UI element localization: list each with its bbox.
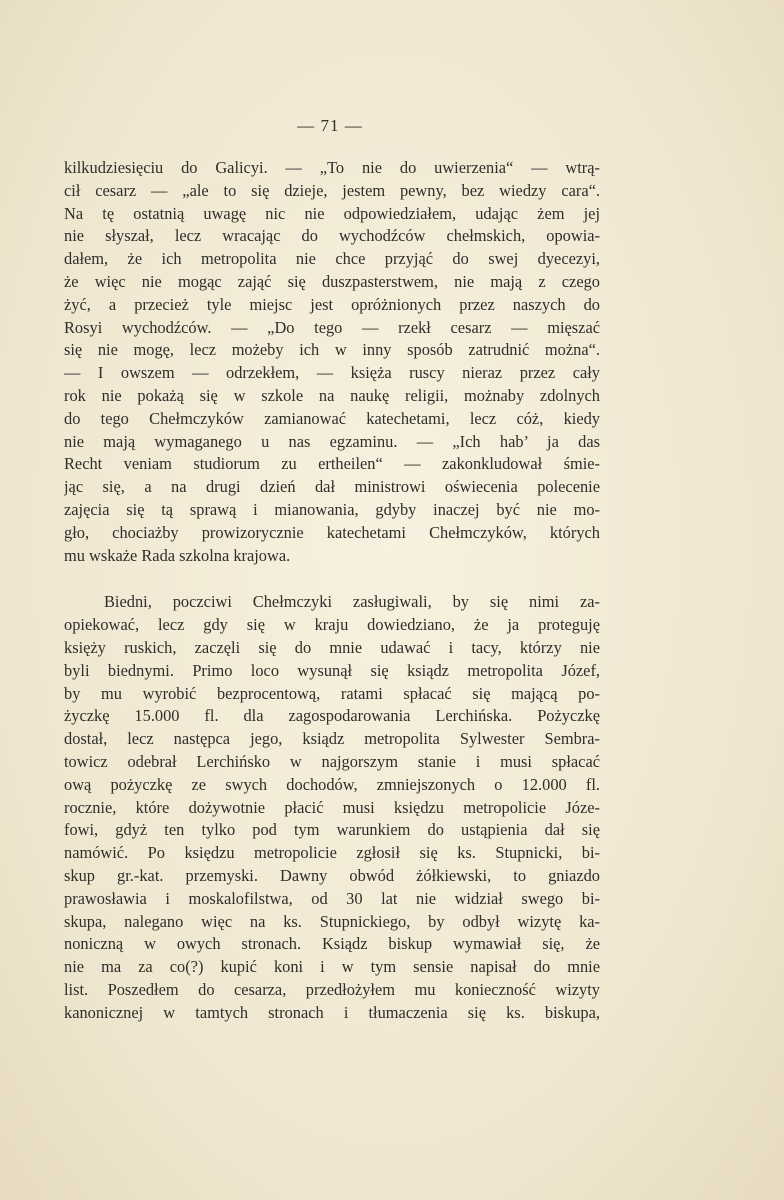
text-line: rocznie, które dożywotnie płacić musi księdzu metropolicie Józe- (64, 797, 600, 817)
text-line: noniczną w owych stronach. Ksiądz biskup wymawiał się, że (64, 934, 600, 954)
text-line: Na tę ostatnią uwagę nic nie odpowiedziałem, udając żem jej (64, 203, 600, 223)
text-line: fowi, gdyż ten tylko pod tym warunkiem do ustąpienia dał się (64, 820, 600, 840)
text-line: rok nie pokażą się w szkole na naukę religii, możnaby zdolnych (64, 385, 600, 405)
text-line: gło, chociażby prowizorycznie katechetami Chełmczyków, których (64, 522, 600, 542)
text-line: opiekować, lecz gdy się w kraju dowiedziano, że ja proteguję (64, 615, 600, 635)
text-line: list. Poszedłem do cesarza, przedłożyłem mu konieczność wizyty (64, 979, 600, 999)
text-line: żyć, a przecież tyle miejsc jest opróżnionych przez naszych do (64, 294, 600, 314)
text-line: prawosławia i moskalofilstwa, od 30 lat nie widział swego bi- (64, 888, 600, 908)
text-line: życzkę 15.000 fl. dla zagospodarowania Lerchińska. Pożyczkę (64, 706, 600, 726)
text-line: skupa, nalegano więc na ks. Stupnickiego, by odbył wizytę ka- (64, 911, 600, 931)
paragraph-1 (64, 157, 600, 567)
text-line: mu wskaże Rada szkolna krajowa. (64, 545, 291, 565)
text-line: do tego Chełmczyków zamianować katechetami, lecz cóż, kiedy (64, 408, 600, 428)
text-line: Biedni, poczciwi Chełmczyki zasługiwali, by się nimi za- (104, 592, 600, 612)
page-number: — 71 — (297, 116, 363, 135)
text-line: zajęcia się tą sprawą i mianowania, gdyby inaczej być nie mo- (64, 499, 600, 519)
text-line: Recht veniam studiorum zu ertheilen“ — zakonkludował śmie- (64, 454, 600, 474)
text-line: kanonicznej w tamtych stronach i tłumaczenia się ks. biskupa, (64, 1002, 600, 1022)
text-line: kilkudziesięciu do Galicyi. — „To nie do uwierzenia“ — wtrą- (64, 158, 600, 177)
text-line: że więc nie mogąc zająć się duszpasterstwem, nie mają z czego (64, 271, 600, 291)
text-line: nie ma za co(?) kupić koni i w tym sensie napisał do mnie (64, 957, 600, 977)
text-line: — I owszem — odrzekłem, — księża ruscy nieraz przez cały (64, 363, 600, 383)
text-line: jąc się, a na drugi dzień dał ministrowi oświecenia polecenie (64, 477, 600, 497)
text-line: byli biednymi. Primo loco wysunął się ksiądz metropolita Józef, (64, 660, 600, 680)
paragraph-2 (64, 591, 600, 1024)
text-line: cił cesarz — „ale to się dzieje, jestem pewny, bez wiedzy cara“. (64, 180, 600, 200)
text-line: dałem, że ich metropolita nie chce przyjąć do swej dyecezyi, (64, 249, 600, 269)
text-line: skup gr.-kat. przemyski. Dawny obwód żółkiewski, to gniazdo (64, 865, 600, 885)
text-line: księży ruskich, zaczęli się do mnie udawać i tacy, którzy nie (64, 637, 600, 657)
text-line: ową pożyczkę ze swych dochodów, zmniejszonych o 12.000 fl. (64, 774, 600, 794)
text-line: dostał, lecz następca jego, ksiądz metropolita Sylwester Sembra- (64, 729, 600, 749)
body-text (64, 157, 600, 1024)
text-line: się nie mogę, lecz możeby ich w inny sposób zatrudnić można“. (64, 340, 600, 360)
text-line: Rosyi wychodźców. — „Do tego — rzekł cesarz — mięszać (64, 317, 600, 337)
text-line: namówić. Po księdzu metropolicie zgłosił się ks. Stupnicki, bi- (64, 843, 600, 863)
text-line: nie słyszał, lecz wracając do wychodźców chełmskich, opowia- (64, 226, 600, 246)
text-line: nie mają wymaganego u nas egzaminu. — „Ich hab’ ja das (64, 431, 600, 451)
text-line: by mu wyrobić bezprocentową, ratami spłacać się mającą po- (64, 683, 600, 703)
text-line: towicz odebrał Lerchińsko w najgorszym stanie i musi spłacać (64, 751, 600, 771)
